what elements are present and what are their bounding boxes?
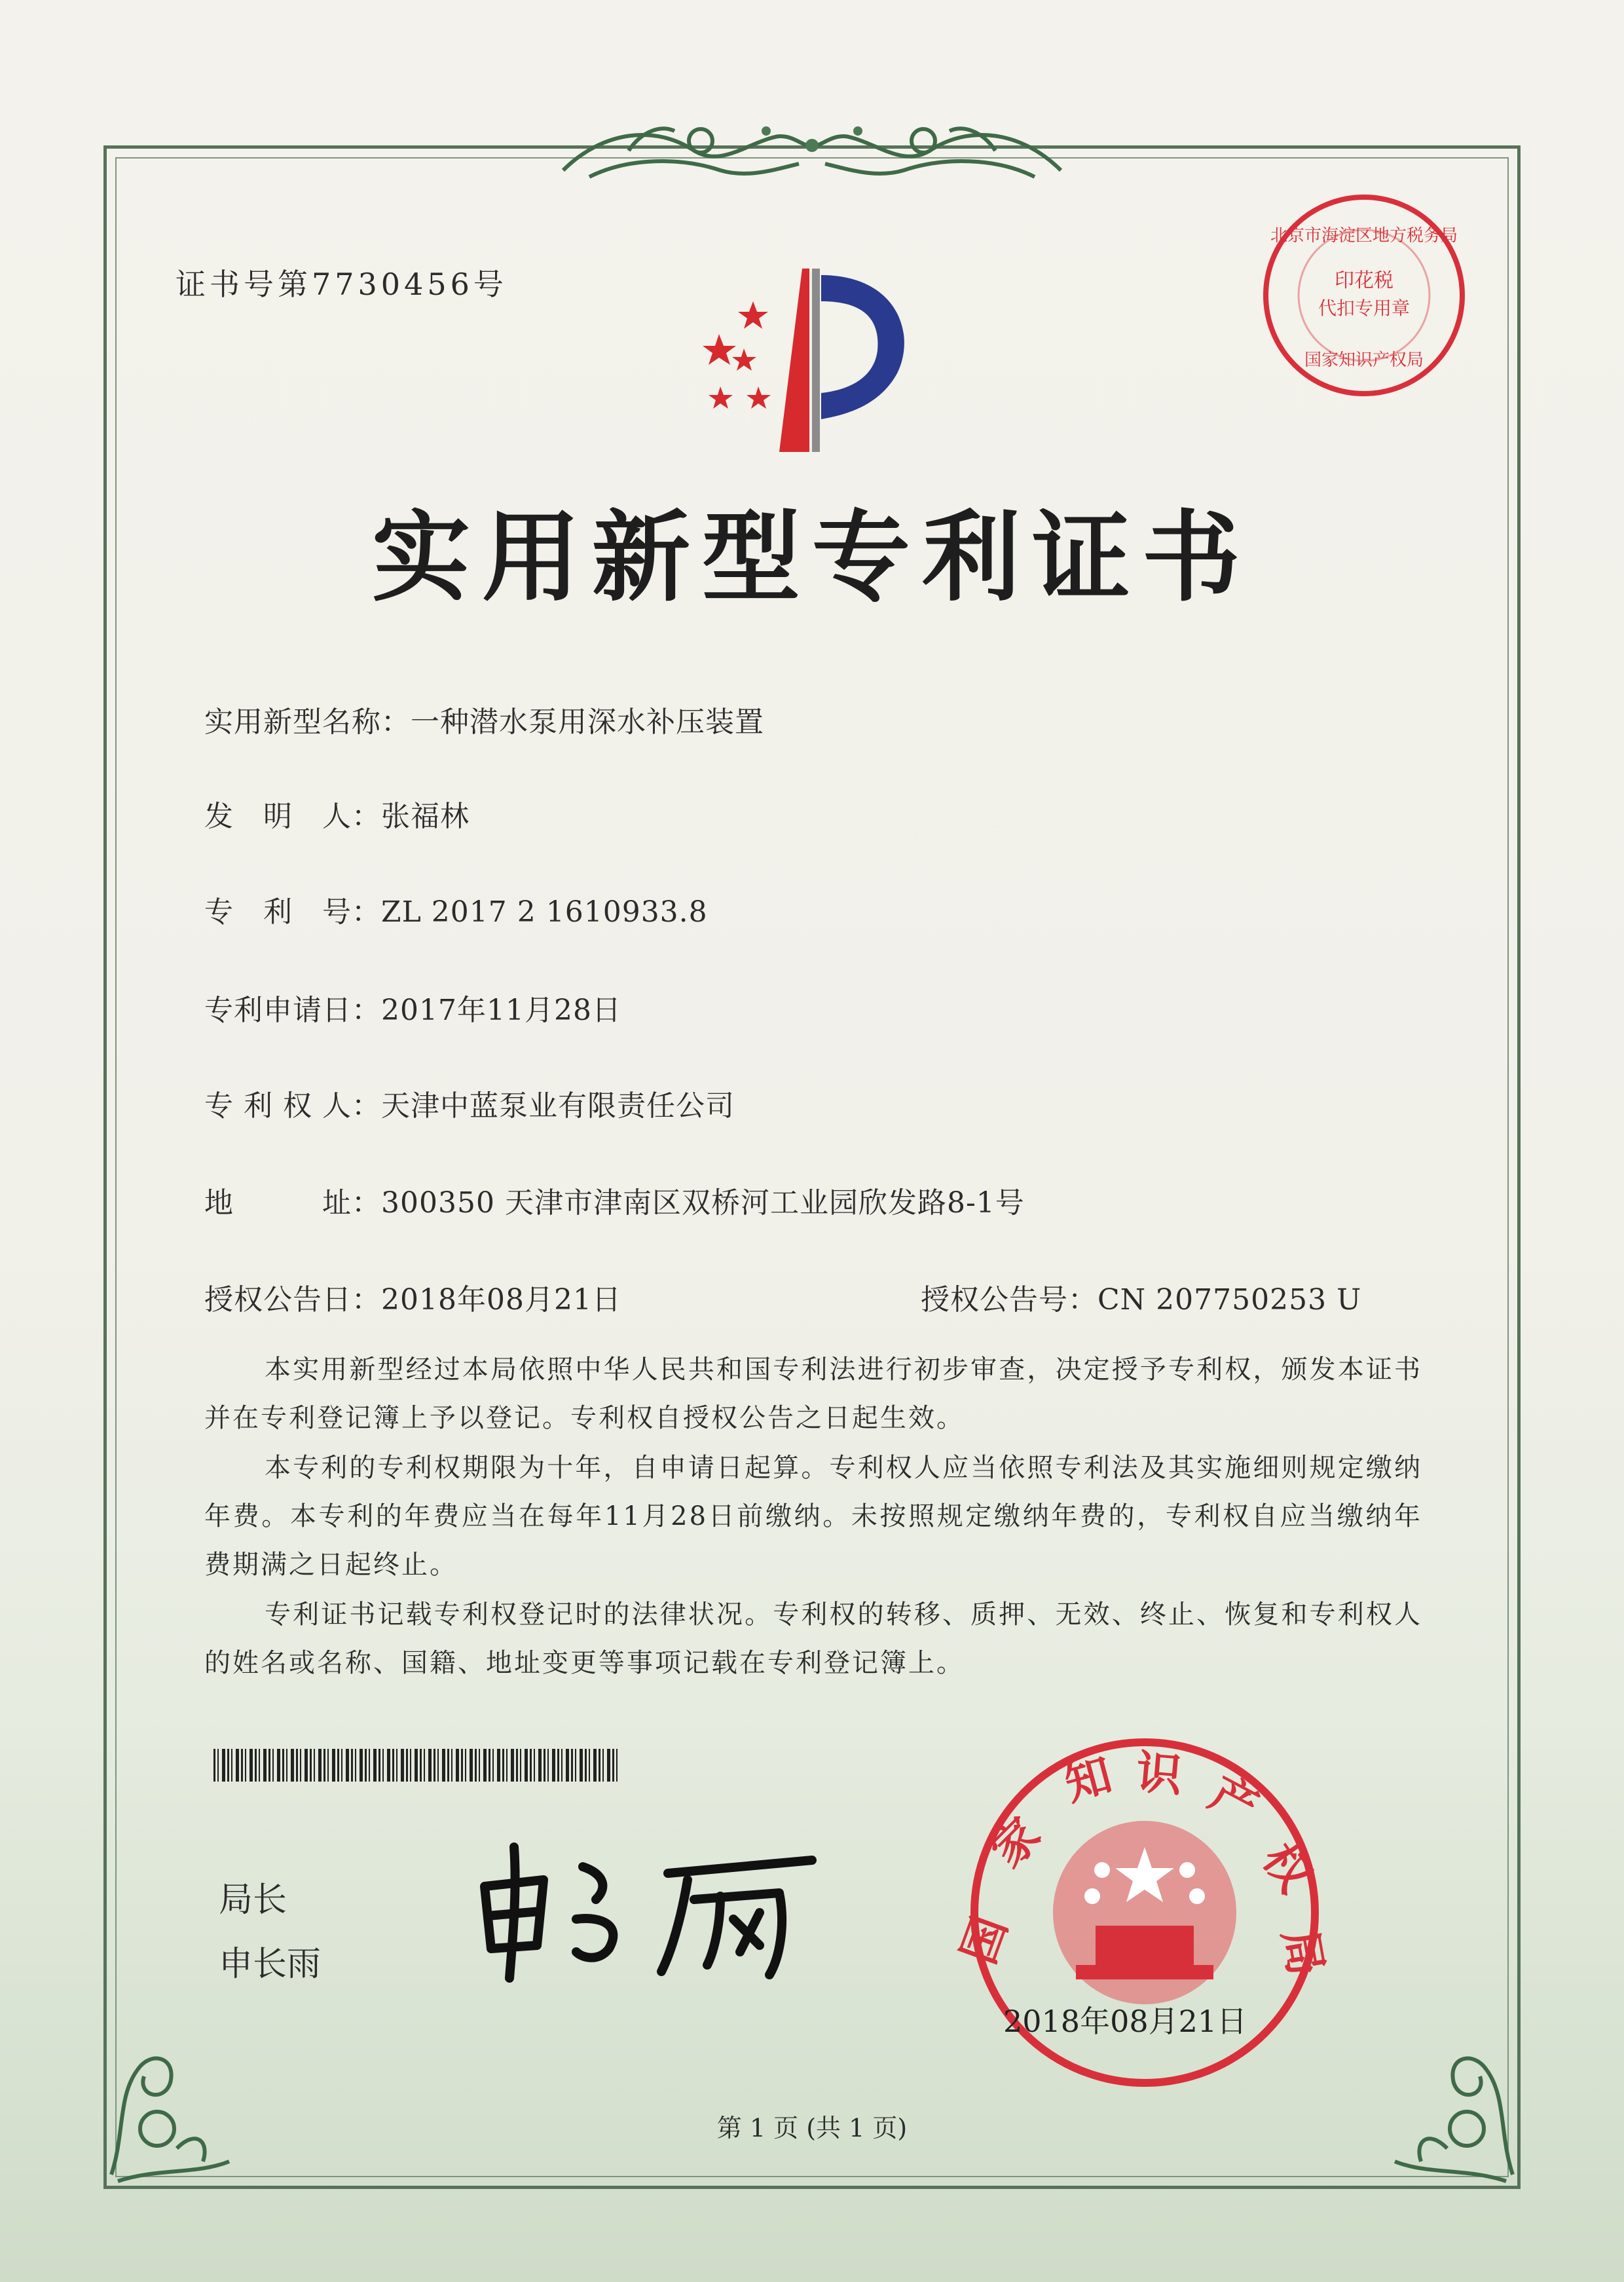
field-label: 发 明 人： (204, 800, 381, 833)
top-ornament (550, 105, 1074, 190)
paragraph: 专利证书记载专利权登记时的法律状况。专利权的转移、质押、无效、终止、恢复和专利权人的姓名或名称、国籍、地址变更等事项记载在专利登记簿上。 (204, 1599, 1422, 1678)
svg-text:权: 权 (1251, 1833, 1323, 1902)
field-value: 2018年08月21日 (381, 1283, 621, 1317)
field-patent-no (204, 888, 708, 930)
bottom-left-ornament (98, 2017, 242, 2188)
field-label: 地 址： (204, 1186, 381, 1220)
field-value: ZL 2017 2 1610933.8 (381, 895, 708, 929)
svg-text:国: 国 (951, 1909, 1018, 1971)
svg-text:国家知识产权局: 国家知识产权局 (1304, 350, 1424, 370)
page-number: 第 1 页 (共 1 页) (716, 2114, 908, 2142)
field-label: 专 利 号： (204, 895, 381, 929)
official-seal-icon (951, 1729, 1334, 2096)
field-patentee (204, 1082, 735, 1124)
svg-text:北京市海淀区地方税务局: 北京市海淀区地方税务局 (1270, 226, 1458, 246)
field-label: 专利申请日： (204, 994, 381, 1027)
svg-text:局: 局 (1272, 1925, 1334, 1980)
seal-date: 2018年08月21日 (1003, 2004, 1247, 2039)
svg-text:印花税: 印花税 (1335, 269, 1393, 292)
signature-image (471, 1834, 838, 1985)
field-value: CN 207750253 U (1098, 1283, 1362, 1317)
field-label: 专 利 权 人： (204, 1089, 381, 1123)
barcode (213, 1749, 619, 1782)
field-model-name (204, 698, 764, 740)
bottom-right-ornament (1382, 2017, 1526, 2188)
paragraph: 本实用新型经过本局依照中华人民共和国专利法进行初步审查，决定授予专利权，颁发本证书并在专利登记簿上予以登记。专利权自授权公告之日起生效。 (204, 1355, 1422, 1433)
paragraph: 本专利的专利权期限为十年，自申请日起算。专利权人应当依照专利法及其实施细则规定缴纳年费。本专利的年费应当在每年11月28日前缴纳。未按照规定缴纳年费的，专利权自应当缴纳年费期满之日起终止。 (204, 1453, 1422, 1580)
svg-text:知: 知 (1059, 1748, 1118, 1812)
field-filing-date (204, 986, 621, 1028)
svg-text:产: 产 (1201, 1766, 1267, 1835)
svg-text:识: 识 (1134, 1745, 1185, 1803)
tax-seal-icon (1257, 189, 1471, 402)
field-value: 一种潜水泵用深水补压装置 (411, 705, 764, 739)
field-value: 2017年11月28日 (381, 994, 621, 1027)
field-label: 授权公告号： (921, 1283, 1098, 1317)
field-label: 实用新型名称： (204, 705, 411, 739)
patent-office-logo-icon (681, 262, 930, 458)
legal-text (204, 1345, 1422, 1689)
field-value: 300350 天津市津南区双桥河工业园欣发路8-1号 (381, 1186, 1025, 1220)
svg-text:家: 家 (980, 1807, 1051, 1878)
field-value: 天津中蓝泵业有限责任公司 (380, 1089, 735, 1123)
field-inventor (204, 793, 470, 834)
director-name: 申长雨 (219, 1945, 322, 1984)
field-value: 张福林 (381, 800, 470, 833)
certificate-number: 证书号第7730456号 (175, 267, 507, 302)
field-grant-no (921, 1276, 1361, 1318)
field-label: 授权公告日： (204, 1283, 381, 1317)
director-title: 局长 (219, 1880, 287, 1920)
field-address (204, 1179, 1025, 1221)
document-title: 实用新型专利证书 (371, 501, 1252, 615)
field-grant-date (204, 1276, 621, 1318)
svg-text:代扣专用章: 代扣专用章 (1318, 297, 1411, 319)
